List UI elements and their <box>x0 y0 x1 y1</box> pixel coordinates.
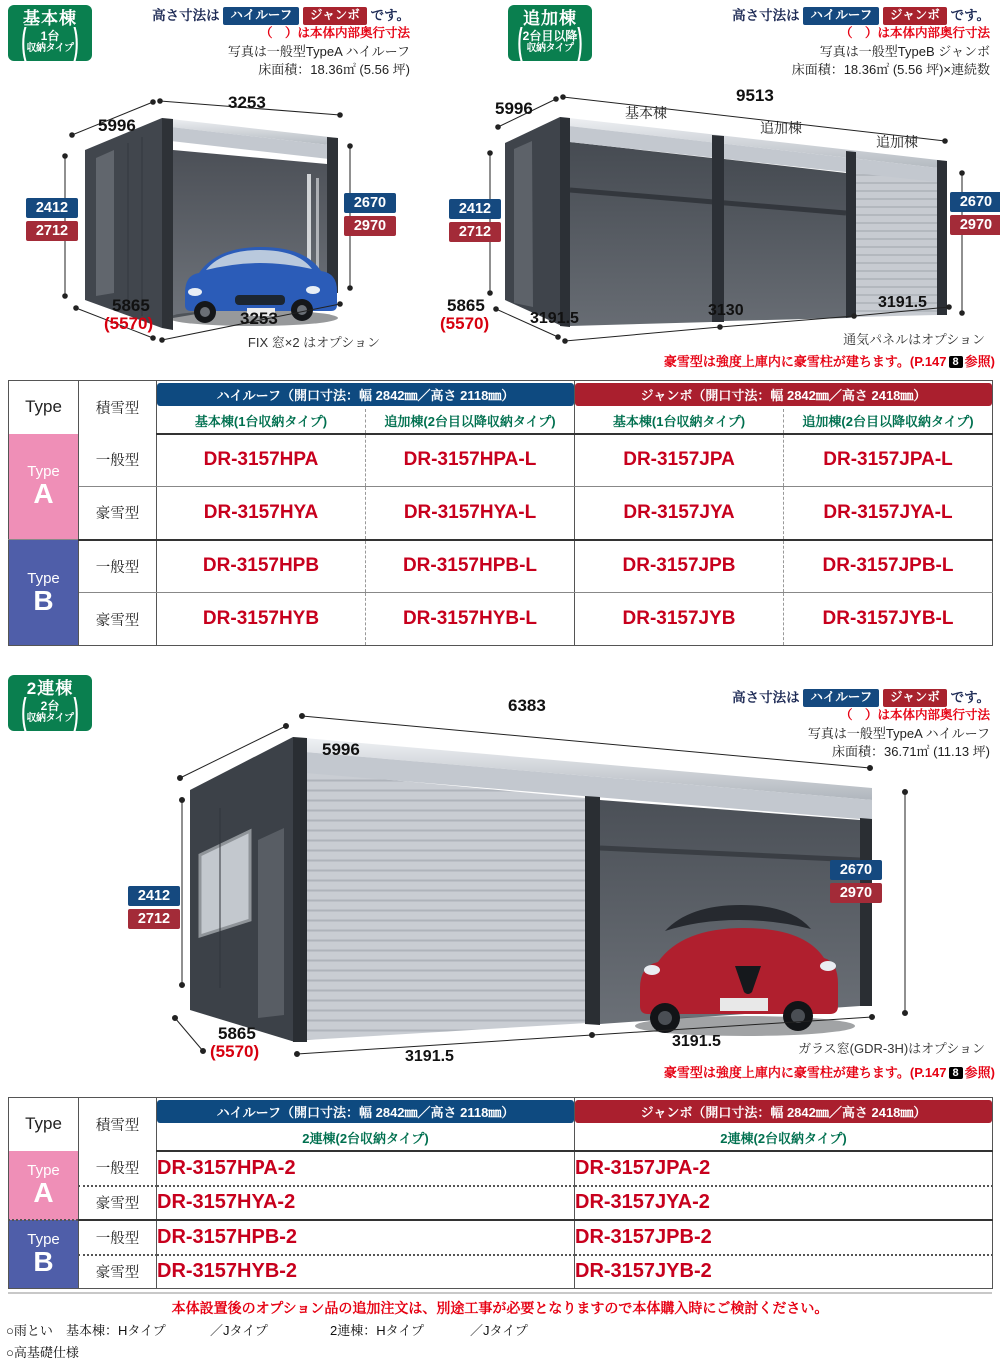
type-b-cell: Type B <box>9 540 79 646</box>
model-number: DR-3157HPB-L <box>366 540 575 593</box>
table-row <box>9 1186 993 1220</box>
model-number: DR-3157JYA-2 <box>575 1186 993 1220</box>
jumbo-badge: ジャンボ <box>303 7 367 25</box>
badge-sub2: 収納タイプ <box>26 43 74 55</box>
model-number: DR-3157HYA-2 <box>157 1186 575 1220</box>
group-header-hiroof: ハイルーフ（開口寸法：幅 2842㎜／高さ 2118㎜） <box>157 383 574 406</box>
badge-sub1: 1台 <box>40 28 60 43</box>
badge-sub2: 収納タイプ <box>526 43 574 55</box>
model-table-basic-wrap <box>8 380 993 646</box>
floor-area: 床面積：18.36㎡ (5.56 坪) <box>258 62 410 78</box>
paren-close: ) <box>73 691 79 733</box>
sub-header-basic-j: 基本棟(1台収納タイプ) <box>575 409 784 434</box>
caption-glass-window: ガラス窓(GDR-3H)はオプション <box>798 1041 985 1056</box>
height-note: 高さ寸法は ハイルーフ ジャンボ です。 <box>152 8 410 23</box>
paren-open: ( <box>21 691 27 733</box>
option-gutter-double-j: ／Jタイプ <box>470 1323 528 1338</box>
divider-rule <box>8 1292 992 1294</box>
dim-depth: 5996 <box>98 116 136 135</box>
group-header-hiroof-cell <box>157 1098 575 1125</box>
dim-width-top: 3253 <box>228 93 266 112</box>
group-header-jumbo-cell <box>575 381 993 409</box>
model-number: DR-3157HPA-2 <box>157 1151 575 1186</box>
badge-sub2: 収納タイプ <box>26 713 74 725</box>
snow-pillar-note: 豪雪型は強度上庫内に豪雪柱が建ちます。(P.147 8 参照) <box>663 354 995 369</box>
inner-depth-note: （ ）は本体内部奥行寸法 <box>259 26 410 41</box>
group-header-jumbo: ジャンボ（開口寸法：幅 2842㎜／高さ 2418㎜） <box>575 383 992 406</box>
model-number: DR-3157HYB-2 <box>157 1255 575 1289</box>
dim-height-left-tall: 2712 <box>128 909 180 929</box>
col-header-snow: 積雪型 <box>79 1098 157 1151</box>
group-header-hiroof-cell <box>157 381 575 409</box>
table-row <box>9 1255 993 1289</box>
snow-type: 一般型 <box>79 540 157 593</box>
info-block-additional <box>732 6 990 80</box>
option-gutter-basic-j: ／Jタイプ <box>210 1323 268 1338</box>
badge-title: 2連棟 <box>26 679 74 698</box>
option-gutter-double-h: 2連棟：Hタイプ <box>330 1323 424 1338</box>
model-number: DR-3157JYA <box>575 487 784 540</box>
badge-sub1: 2台目以降 <box>522 28 578 43</box>
unit-label-add2: 追加棟 <box>876 134 918 150</box>
dim-height-left-tall: 2712 <box>26 221 78 241</box>
col-header-snow: 積雪型 <box>79 381 157 434</box>
jumbo-badge: ジャンボ <box>883 689 947 707</box>
dim-width-bottom: 3253 <box>240 309 278 328</box>
model-number: DR-3157JPB <box>575 540 784 593</box>
model-number: DR-3157HYA-L <box>366 487 575 540</box>
model-number: DR-3157JPB-L <box>784 540 993 593</box>
model-number: DR-3157HYB-L <box>366 593 575 646</box>
table-row <box>9 487 993 540</box>
badge-sub1: 2台 <box>40 698 60 713</box>
section-additional-unit <box>440 0 1000 378</box>
model-table-basic <box>8 380 993 646</box>
snow-type: 豪雪型 <box>79 1186 157 1220</box>
ref-number-box: 8 <box>949 1067 963 1079</box>
floor-area: 床面積：36.71㎡ (11.13 坪) <box>832 744 990 760</box>
type-a-cell: Type A <box>9 1151 79 1220</box>
dim-height-right-tall: 2970 <box>830 883 882 903</box>
paren-open: ( <box>517 21 523 63</box>
dim-w2: 3191.5 <box>672 1033 721 1050</box>
sub-header-add-h: 追加棟(2台目以降収納タイプ) <box>366 409 575 434</box>
table-row <box>9 434 993 487</box>
dim-depth-inner: (5570) <box>210 1042 260 1061</box>
snow-pillar-note: 豪雪型は強度上庫内に豪雪柱が建ちます。(P.147 8 参照) <box>663 1065 995 1080</box>
table-row <box>9 1151 993 1186</box>
option-gutter-label: ○雨とい <box>6 1323 53 1338</box>
snow-type: 豪雪型 <box>79 1255 157 1289</box>
ref-number-box: 8 <box>949 356 963 368</box>
snow-type: 一般型 <box>79 434 157 487</box>
group-header-hiroof: ハイルーフ（開口寸法：幅 2842㎜／高さ 2118㎜） <box>157 1100 574 1123</box>
col-header-type: Type <box>9 1098 79 1151</box>
model-number: DR-3157HPA-L <box>366 434 575 487</box>
option-high-foundation: ○高基礎仕様 <box>6 1345 79 1360</box>
model-number: DR-3157HYB <box>157 593 366 646</box>
table-row <box>9 593 993 646</box>
unit-label-basic: 基本棟 <box>625 105 667 121</box>
dim-depth: 5996 <box>322 740 360 759</box>
model-number: DR-3157JYB-L <box>822 608 954 629</box>
caption-fix-window: FIX 窓×2 はオプション <box>247 335 380 350</box>
type-a-cell: Type A <box>9 434 79 540</box>
model-number: DR-3157HYA <box>157 487 366 540</box>
option-notice: 本体設置後のオプション品の追加注文は、別途工事が必要となりますので本体購入時にご検討ください。 <box>171 1300 829 1316</box>
height-note: 高さ寸法は ハイルーフ ジャンボ です。 <box>732 8 990 23</box>
model-table-double <box>8 1097 993 1289</box>
dim-w3: 3191.5 <box>878 294 927 311</box>
paren-close: ) <box>577 21 583 63</box>
model-number: DR-3157JYB <box>575 593 784 646</box>
model-number: DR-3157JPA <box>575 434 784 487</box>
paren-open: ( <box>21 21 27 63</box>
model-number: DR-3157JYB-2 <box>575 1260 712 1283</box>
dim-depth-bottom: 5865 <box>112 296 150 315</box>
floor-area: 床面積：18.36㎡ (5.56 坪)×連続数 <box>791 62 990 78</box>
dim-width-top: 9513 <box>736 86 774 105</box>
sub-header-double-j: 2連棟(2台収納タイプ) <box>575 1125 993 1151</box>
option-gutter-basic-h: 基本棟：Hタイプ <box>66 1323 166 1338</box>
dim-depth-bottom: 5865 <box>218 1024 256 1043</box>
dim-height-left-tall: 2712 <box>449 222 501 242</box>
snow-type: 一般型 <box>79 1151 157 1186</box>
snow-type: 一般型 <box>79 1220 157 1255</box>
unit-label-add1: 追加棟 <box>760 120 802 136</box>
sub-header-double-h: 2連棟(2台収納タイプ) <box>157 1125 575 1151</box>
height-note: 高さ寸法は ハイルーフ ジャンボ です。 <box>732 690 990 705</box>
dim-depth-bottom: 5865 <box>447 296 485 315</box>
model-number: DR-3157JPB-2 <box>575 1220 993 1255</box>
section-badge-additional <box>508 5 592 61</box>
dim-height-left-std: 2412 <box>449 199 501 219</box>
table-row <box>9 1220 993 1255</box>
snow-type: 豪雪型 <box>79 487 157 540</box>
hiroof-badge: ハイルーフ <box>803 689 879 707</box>
info-block-basic <box>152 6 410 80</box>
model-number: DR-3157JPA-L <box>784 434 993 487</box>
dim-w1: 3191.5 <box>530 310 579 327</box>
model-number: DR-3157HPB-2 <box>157 1220 575 1255</box>
photo-note: 写真は一般型TypeA ハイルーフ <box>227 43 410 59</box>
jumbo-badge: ジャンボ <box>883 7 947 25</box>
photo-note: 写真は一般型TypeB ジャンボ <box>819 43 990 59</box>
snow-type: 豪雪型 <box>79 593 157 646</box>
model-table-double-wrap <box>8 1097 993 1289</box>
model-number: DR-3157HPB <box>157 540 366 593</box>
col-header-type: Type <box>9 381 79 434</box>
hiroof-badge: ハイルーフ <box>803 7 879 25</box>
photo-note: 写真は一般型TypeA ハイルーフ <box>807 725 990 741</box>
paren-close: ) <box>73 21 79 63</box>
sub-header-add-j: 追加棟(2台目以降収納タイプ) <box>784 409 993 434</box>
model-number: DR-3157JYA-L <box>784 487 993 540</box>
dim-width-top: 6383 <box>508 696 546 715</box>
dim-height-right-std: 2670 <box>950 192 1000 212</box>
dim-depth-inner: (5570) <box>104 314 154 333</box>
section-double-unit <box>0 668 1000 1096</box>
type-b-cell: Type B <box>9 1220 79 1289</box>
inner-depth-note: （ ）は本体内部奥行寸法 <box>839 26 990 41</box>
inner-depth-note: （ ）は本体内部奥行寸法 <box>839 708 990 723</box>
badge-title: 追加棟 <box>523 9 577 28</box>
section-basic-unit <box>0 0 440 378</box>
dim-w2: 3130 <box>708 302 744 319</box>
hiroof-badge: ハイルーフ <box>223 7 299 25</box>
dim-depth: 5996 <box>495 99 533 118</box>
group-header-jumbo: ジャンボ（開口寸法：幅 2842㎜／高さ 2418㎜） <box>575 1100 992 1123</box>
garage-illustration-double <box>80 688 960 1094</box>
dim-height-left-std: 2412 <box>26 198 78 218</box>
dim-height-right-std: 2670 <box>830 860 882 880</box>
dim-w1: 3191.5 <box>405 1048 454 1065</box>
dim-height-right-tall: 2970 <box>344 216 396 236</box>
badge-title: 基本棟 <box>23 9 77 28</box>
table-row <box>9 540 993 593</box>
dim-height-right-std: 2670 <box>344 193 396 213</box>
sub-header-basic-h: 基本棟(1台収納タイプ) <box>157 409 366 434</box>
dim-depth-inner: (5570) <box>440 314 490 333</box>
model-number: DR-3157JPA-2 <box>575 1151 993 1186</box>
dim-height-left-std: 2412 <box>128 886 180 906</box>
caption-vent-panel: 通気パネルはオプション <box>843 332 985 347</box>
group-header-jumbo-cell <box>575 1098 993 1125</box>
dim-height-right-tall: 2970 <box>950 215 1000 235</box>
model-number: DR-3157HPA <box>157 434 366 487</box>
section-badge-basic <box>8 5 92 61</box>
